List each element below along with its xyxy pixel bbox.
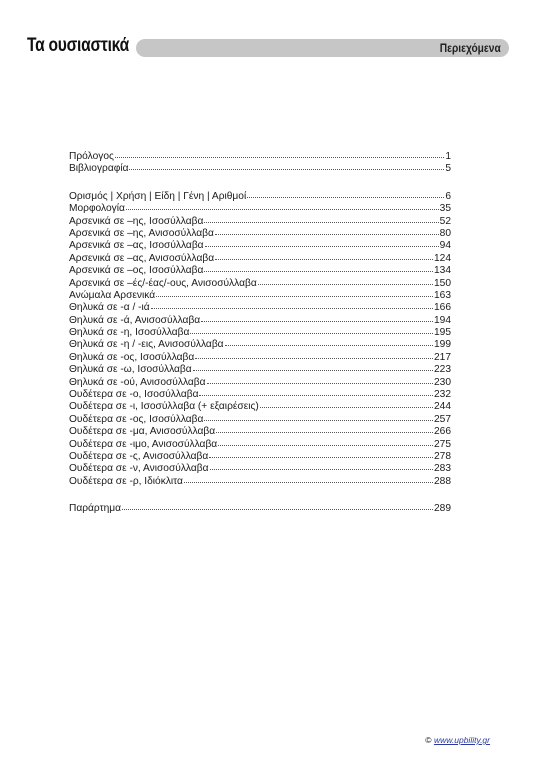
- dot-leader: [184, 474, 433, 483]
- dot-leader: [225, 337, 433, 346]
- toc-entry-page: 80: [439, 227, 451, 239]
- toc-entry-page: 94: [439, 240, 451, 252]
- dot-leader: [216, 424, 433, 433]
- toc-entry-label: Ουδέτερα σε -ο, Ισοσύλλαβα: [69, 389, 199, 401]
- dot-leader: [115, 149, 444, 158]
- dot-leader: [129, 161, 444, 170]
- toc-entry-page: 199: [434, 339, 451, 351]
- toc-entry[interactable]: [69, 162, 451, 174]
- toc-entry-label: Ανώμαλα Αρσενικά: [69, 289, 156, 301]
- dot-leader: [156, 288, 433, 297]
- toc-entry-page: 1: [445, 151, 451, 162]
- toc-entry-label: Αρσενικά σε –ές/-έας/-ους, Ανισοσύλλαβα: [69, 277, 257, 289]
- dot-leader: [201, 313, 433, 322]
- toc-entry-page: 5: [445, 163, 451, 175]
- toc-entry-page: 288: [434, 475, 451, 487]
- toc-entry-page: 232: [434, 389, 451, 401]
- toc-entry-label: Ουδέτερα σε -ος, Ισοσύλλαβα: [69, 413, 204, 425]
- toc-entry-label: Αρσενικά σε –ας, Ισοσύλλαβα: [69, 240, 204, 252]
- toc-entry-label: Θηλυκά σε -ά, Ανισοσύλλαβα: [69, 314, 201, 326]
- section-label: Περιεχόμενα: [440, 41, 501, 55]
- toc-entry-page: 223: [434, 364, 451, 376]
- page-title: Τα ουσιαστικά: [27, 35, 129, 56]
- toc-entry-page: 195: [434, 327, 451, 339]
- toc-group: [69, 502, 451, 514]
- toc-entry-page: 150: [434, 277, 451, 289]
- toc-entry-label: Μορφολογία: [69, 203, 125, 215]
- toc-entry-label: Αρσενικά σε –ης, Ισοσύλλαβα: [69, 215, 204, 227]
- toc-entry-label: Θηλυκά σε -η / -εις, Ανισοσύλλαβα: [69, 339, 224, 351]
- toc-entry-page: 163: [434, 289, 451, 301]
- dot-leader: [193, 362, 433, 371]
- dot-leader: [204, 412, 433, 421]
- dot-leader: [207, 375, 433, 384]
- toc-entry-page: 217: [434, 351, 451, 363]
- dot-leader: [205, 238, 439, 247]
- toc-entry-label: Ουδέτερα σε -ιμο, Ανισοσύλλαβα: [69, 438, 218, 450]
- dot-leader: [260, 399, 433, 408]
- toc-entry-page: 278: [434, 450, 451, 462]
- toc-entry-page: 275: [434, 438, 451, 450]
- footer: [425, 735, 490, 745]
- dot-leader: [209, 449, 433, 458]
- dot-leader: [151, 300, 433, 309]
- toc-entry-label: Βιβλιογραφία: [69, 163, 129, 175]
- toc-entry[interactable]: [69, 502, 451, 514]
- website-link[interactable]: www.upbility.gr: [433, 735, 490, 745]
- toc-entry-label: Ουδέτερα σε -ρ, Ιδιόκλιτα: [69, 475, 183, 487]
- table-of-contents: [69, 150, 451, 530]
- toc-group: [69, 150, 451, 175]
- dot-leader: [258, 276, 433, 285]
- toc-entry-label: Αρσενικά σε –ος, Ισοσύλλαβα: [69, 265, 204, 277]
- toc-entry-page: 194: [434, 314, 451, 326]
- copyright-symbol: ©: [425, 735, 432, 745]
- toc-entry-label: Θηλυκά σε -ω, Ισοσύλλαβα: [69, 364, 192, 376]
- toc-entry-label: Θηλυκά σε -ού, Ανισοσύλλαβα: [69, 376, 206, 388]
- dot-leader: [190, 325, 433, 334]
- toc-entry-page: 266: [434, 426, 451, 438]
- toc-entry-label: Ουδέτερα σε -μα, Ανισοσύλλαβα: [69, 426, 216, 438]
- toc-entry-page: 244: [434, 401, 451, 413]
- toc-entry-label: Πρόλογος: [69, 151, 114, 162]
- toc-entry-page: 124: [434, 252, 451, 264]
- toc-entry-page: 134: [434, 265, 451, 277]
- dot-leader: [204, 214, 438, 223]
- toc-entry-page: 35: [439, 203, 451, 215]
- toc-group: [69, 190, 451, 487]
- toc-entry-page: 289: [434, 503, 451, 515]
- toc-entry-label: Ορισμός | Χρήση | Είδη | Γένη | Αριθμοί: [69, 190, 247, 202]
- toc-entry-page: 6: [445, 190, 451, 202]
- toc-entry-label: Ουδέτερα σε -ν, Ανισοσύλλαβα: [69, 463, 209, 475]
- toc-entry-label: Παράρτημα: [69, 503, 122, 515]
- dot-leader: [210, 461, 434, 470]
- toc-entry-label: Αρσενικά σε –ας, Ανισοσύλλαβα: [69, 252, 215, 264]
- toc-entry-page: 257: [434, 413, 451, 425]
- toc-entry-label: Θηλυκά σε -ος, Ισοσύλλαβα: [69, 351, 195, 363]
- toc-entry-label: Θηλυκά σε -η, Ισοσύλλαβα: [69, 327, 190, 339]
- dot-leader: [218, 437, 433, 446]
- toc-entry-page: 230: [434, 376, 451, 388]
- page-header: [27, 37, 509, 59]
- dot-leader: [126, 201, 439, 210]
- toc-entry-label: Ουδέτερα σε -ς, Ανισοσύλλαβα: [69, 450, 209, 462]
- dot-leader: [195, 350, 433, 359]
- dot-leader: [204, 263, 433, 272]
- toc-entry-label: Ουδέτερα σε -ι, Ισοσύλλαβα (+ εξαιρέσεις): [69, 401, 259, 413]
- toc-entry-label: Θηλυκά σε -α / -ιά: [69, 302, 150, 314]
- dot-leader: [215, 226, 439, 235]
- toc-entry-page: 52: [439, 215, 451, 227]
- toc-entry-label: Αρσενικά σε –ης, Ανισοσύλλαβα: [69, 227, 214, 239]
- toc-entry-page: 283: [434, 463, 451, 475]
- dot-leader: [215, 251, 433, 260]
- dot-leader: [247, 189, 444, 198]
- dot-leader: [199, 387, 433, 396]
- dot-leader: [122, 501, 433, 510]
- toc-entry-page: 166: [434, 302, 451, 314]
- toc-entry[interactable]: [69, 475, 451, 487]
